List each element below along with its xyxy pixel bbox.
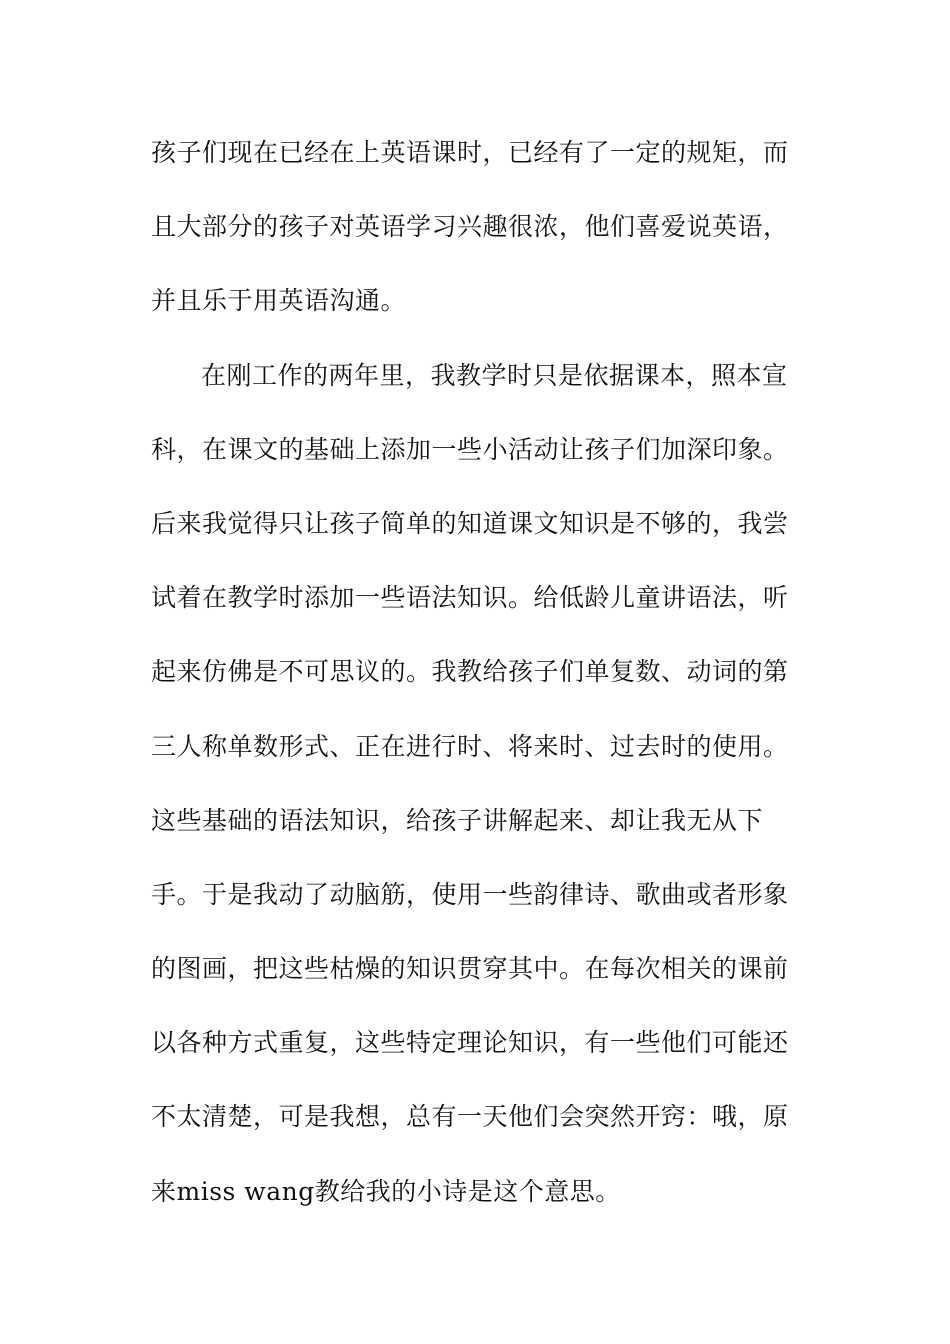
text-line: 三人称单数形式、正在进行时、将来时、过去时的使用。 <box>151 731 789 761</box>
text-line: 的图画，把这些枯燥的知识贯穿其中。在每次相关的课前 <box>151 954 789 984</box>
text-line: 试着在教学时添加一些语法知识。给低龄儿童讲语法，听 <box>151 583 789 613</box>
text-line: 这些基础的语法知识，给孩子讲解起来、却让我无从下 <box>151 805 764 835</box>
text-line: 以各种方式重复，这些特定理论知识，有一些他们可能还 <box>151 1028 789 1058</box>
paragraph-first-line: 在刚工作的两年里，我教学时只是依据课本，照本宣 <box>201 360 788 390</box>
text-line: 起来仿佛是不可思议的。我教给孩子们单复数、动词的第 <box>151 657 789 687</box>
text-line: 并且乐于用英语沟通。 <box>151 286 407 316</box>
text-line: 来miss wang教给我的小诗是这个意思。 <box>151 1176 621 1206</box>
body-text <box>151 125 811 1238</box>
text-line: 科，在课文的基础上添加一些小活动让孩子们加深印象。 <box>151 434 789 464</box>
text-line: 不太清楚，可是我想，总有一天他们会突然开窍：哦，原 <box>151 1102 789 1132</box>
text-line: 手。于是我动了动脑筋，使用一些韵律诗、歌曲或者形象 <box>151 879 789 909</box>
text-line: 孩子们现在已经在上英语课时，已经有了一定的规矩，而 <box>151 138 789 167</box>
text-line: 后来我觉得只让孩子简单的知道课文知识是不够的，我尝 <box>151 508 789 538</box>
text-line: 且大部分的孩子对英语学习兴趣很浓，他们喜爱说英语， <box>151 212 789 242</box>
